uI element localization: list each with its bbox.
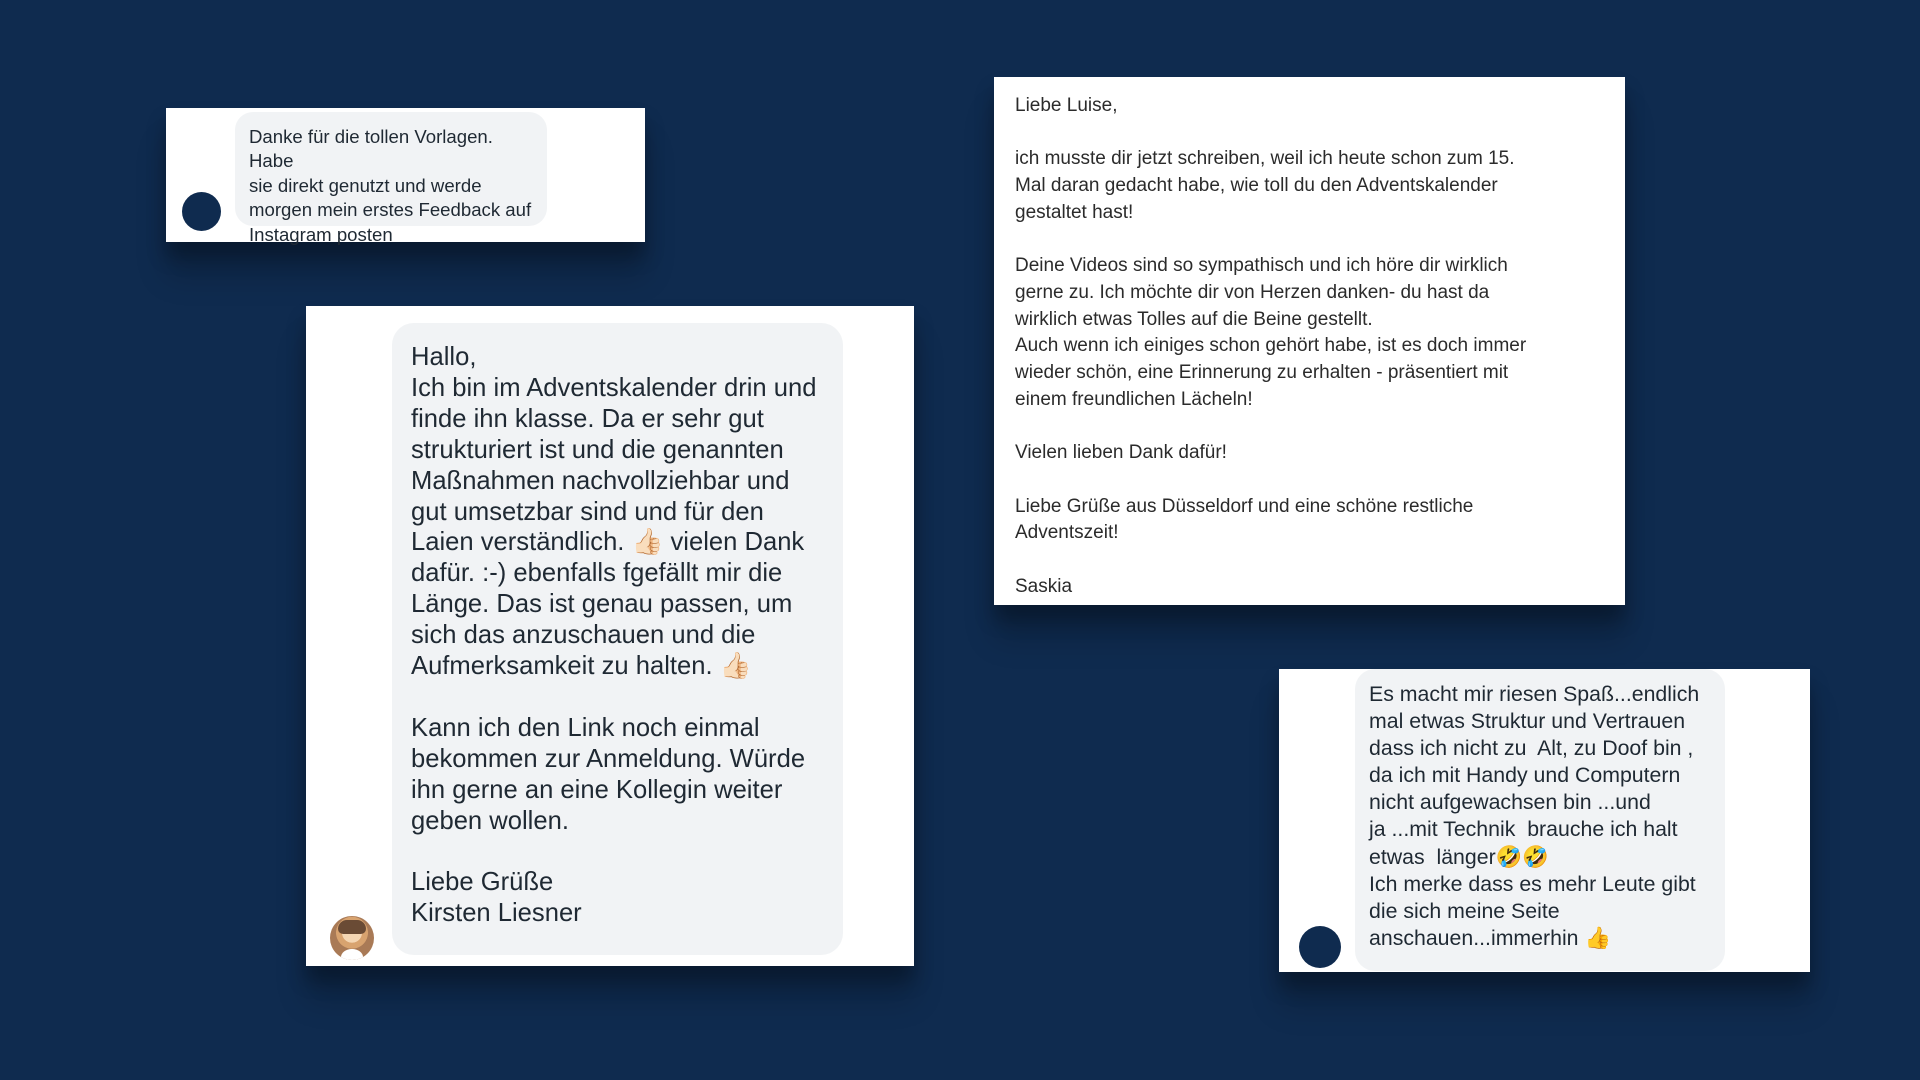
avatar-dot-icon bbox=[182, 192, 221, 231]
testimonial-card-middle-left bbox=[306, 306, 914, 966]
testimonial-card-bottom-right bbox=[1279, 669, 1810, 972]
message-bubble-bottom-right: Es macht mir riesen Spaß...endlich mal etwas Struktur und Vertrauen dass ich nicht zu Alt, zu Doof bin , da ich mit Handy und Computern nicht aufgewachsen bin ...und ja ...mit Technik brauche ich halt etwas länger🤣🤣 Ich merke dass es mehr Leute gibt die sich meine Seite anschauen...immerhin 👍 bbox=[1355, 669, 1725, 971]
avatar-dot-icon bbox=[1299, 926, 1341, 968]
profile-photo-icon bbox=[330, 916, 374, 960]
email-message-body: Liebe Luise, ich musste dir jetzt schreiben, weil ich heute schon zum 15. Mal daran gedacht habe, wie toll du den Adventskalender gestaltet hast! Deine Videos sind so sympathisch und ich höre dir wirklich gerne zu. Ich möchte dir von Herzen danken- du hast da wirklich etwas Tolles auf die Beine gestellt. Auch wenn ich einiges schon gehört habe, ist es doch immer wieder schön, eine Erinnerung zu erhalten - präsentiert mit einem freundlichen Lächeln! Vielen lieben Dank dafür! Liebe Grüße aus Düsseldorf und eine schöne restliche Adventszeit! Saskia bbox=[1015, 95, 1527, 597]
testimonial-card-top-left bbox=[166, 108, 645, 245]
message-bubble-top-left: Danke für die tollen Vorlagen. Habe sie direkt genutzt und werde morgen mein erstes Feedback auf Instagram posten bbox=[235, 112, 547, 226]
testimonial-card-top-right bbox=[994, 77, 1625, 605]
message-bubble-middle-left: Hallo, Ich bin im Adventskalender drin und finde ihn klasse. Da er sehr gut strukturiert ist und die genannten Maßnahmen nachvollziehbar und gut umsetzbar sind und für den Laien verständlich. 👍🏻 vielen Dank dafür. :-) ebenfalls fgefällt mir die Länge. Das ist genau passen, um sich das anzuschauen und die Aufmerksamkeit zu halten. 👍🏻 Kann ich den Link noch einmal bekommen zur Anmeldung. Würde ihn gerne an eine Kollegin weiter geben wollen. Liebe Grüße Kirsten Liesner bbox=[392, 323, 843, 955]
